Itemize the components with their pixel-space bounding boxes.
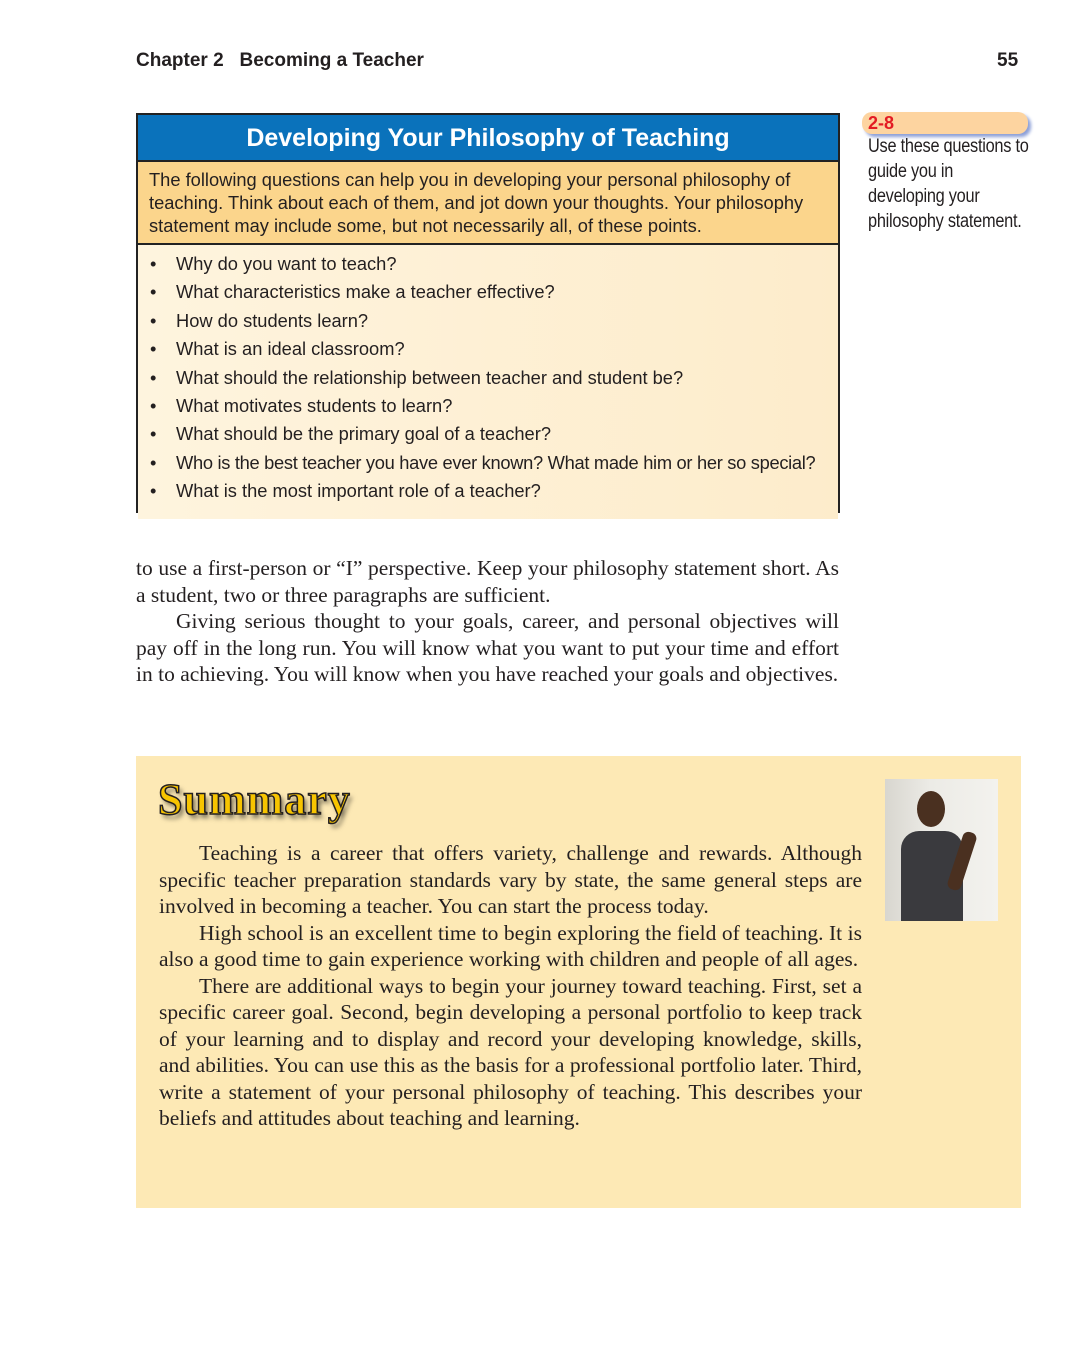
feature-title: Developing Your Philosophy of Teaching <box>138 115 838 162</box>
list-item: • What is the most important role of a teacher? <box>176 477 838 505</box>
philosophy-feature-box <box>136 113 840 513</box>
note-tag: 2-8 <box>862 112 1028 134</box>
note-text: Use these questions to guide you in developing your philosophy statement. <box>868 136 1029 232</box>
summary-heading: Summary <box>158 775 351 824</box>
paragraph: Teaching is a career that offers variety, challenge and rewards. Although specific teacher preparation standards vary by state, the same general steps are involved in becoming a teacher. You can start the process today. <box>159 841 862 918</box>
body-text <box>136 555 839 688</box>
chapter-label: Chapter 2 <box>136 50 224 71</box>
paragraph: to use a first-person or “I” perspective. Keep your philosophy statement short. As a student, two or three paragraphs are sufficient. <box>136 556 839 607</box>
list-item: • Who is the best teacher you have ever known? What made him or her so special? <box>176 449 838 477</box>
margin-note <box>862 112 1037 234</box>
chapter-title: Becoming a Teacher <box>239 50 424 71</box>
list-item: • What is an ideal classroom? <box>176 335 838 363</box>
paragraph: Giving serious thought to your goals, career, and personal objectives will pay off in the long run. You will know what you want to put your time and effort in to achieving. You will know when you have reached your goals and objectives. <box>136 609 839 686</box>
list-item: • What should the relationship between teacher and student be? <box>176 364 838 392</box>
list-item: • Why do you want to teach? <box>176 250 838 278</box>
list-item: • What motivates students to learn? <box>176 392 838 420</box>
teacher-photo <box>885 779 998 921</box>
paragraph: High school is an excellent time to begin exploring the field of teaching. It is also a good time to gain experience working with children and people of all ages. <box>159 920 862 971</box>
list-item: • What should be the primary goal of a teacher? <box>176 420 838 448</box>
list-item: • What characteristics make a teacher effective? <box>176 278 838 306</box>
list-item: • How do students learn? <box>176 307 838 335</box>
paragraph: There are additional ways to begin your journey toward teaching. First, set a specific career goal. Second, begin developing a personal portfolio to keep track of your learning and to display and record your developing knowledge, skills, and abilities. You can use this as the basis for a professional portfolio later. Third, write a statement of your personal philosophy of teaching. This describes your beliefs and attitudes about teaching and learning. <box>159 973 862 1130</box>
feature-intro: The following questions can help you in developing your personal philosophy of teaching. Think about each of them, and jot down your thoughts. Your philosophy statement may include some, but not necessarily all, of these points. <box>138 162 838 245</box>
summary-box <box>136 756 1021 1208</box>
running-header <box>136 50 424 72</box>
question-list <box>138 245 838 519</box>
page-number: 55 <box>997 50 1019 71</box>
summary-text <box>159 840 862 1132</box>
